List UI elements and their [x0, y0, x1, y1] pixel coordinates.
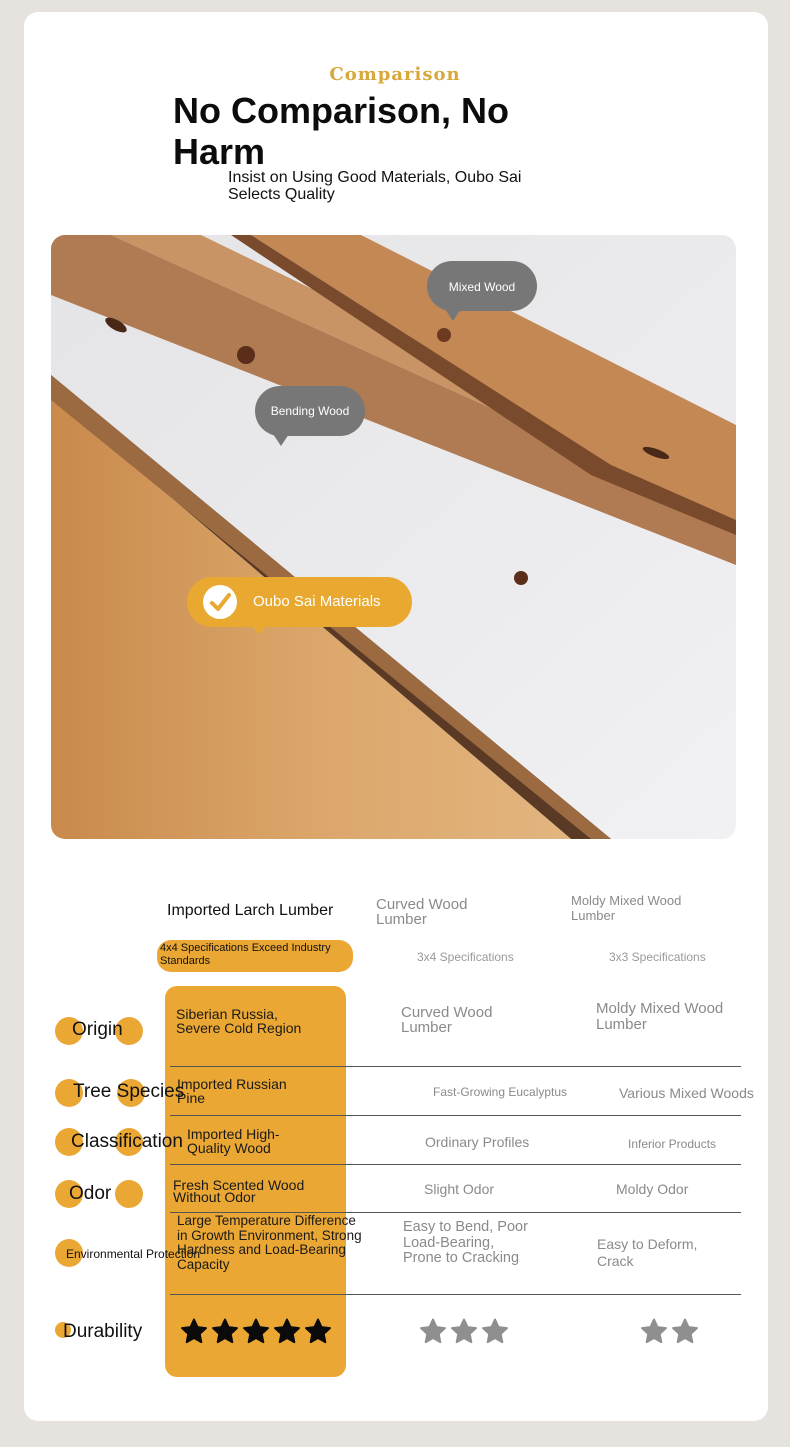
star-icon	[482, 1318, 508, 1344]
star-icon	[305, 1318, 331, 1344]
row-label-durability: Durability	[63, 1321, 143, 1342]
row-label-environmental-protection: Environmental Protection	[66, 1247, 201, 1261]
checkmark-icon	[203, 585, 237, 619]
row-divider	[170, 1066, 741, 1067]
column-header-curved: Curved Wood Lumber	[376, 896, 468, 928]
bubble-tail	[273, 434, 289, 446]
origin-larch: Siberian Russia, Severe Cold Region	[176, 1006, 302, 1036]
odor-larch: Fresh Scented Wood Without Odor	[173, 1177, 305, 1205]
star-icon	[212, 1318, 238, 1344]
mixed-wood-label: Mixed Wood	[448, 280, 516, 294]
column-header-moldy: Moldy Mixed Wood Lumber	[571, 893, 682, 923]
star-icon	[274, 1318, 300, 1344]
section-eyebrow: Comparison	[329, 64, 461, 85]
origin-curved: Curved Wood Lumber	[401, 1004, 493, 1036]
odor-curved: Slight Odor	[424, 1181, 495, 1197]
environment-larch: Large Temperature Difference in Growth Environment, Strong Hardness and Load-Bearing Capacity	[177, 1213, 362, 1272]
column-header-larch: Imported Larch Lumber	[167, 902, 334, 919]
species-larch: Imported Russian Pine	[177, 1076, 287, 1106]
badge-label: Oubo Sai Materials	[253, 593, 381, 610]
badge-tail	[252, 625, 266, 635]
row-label-tree-species: Tree Species	[73, 1081, 185, 1102]
environment-moldy: Easy to Deform, Crack	[597, 1236, 698, 1269]
wood-planks-image	[51, 235, 736, 839]
classification-larch: Imported High-Quality Wood	[187, 1126, 280, 1156]
origin-moldy: Moldy Mixed Wood Lumber	[596, 1000, 724, 1033]
odor-dot	[115, 1180, 143, 1208]
species-moldy: Various Mixed Woods	[619, 1085, 754, 1101]
row-label-classification: Classification	[71, 1131, 183, 1152]
classification-moldy: Inferior Products	[628, 1137, 717, 1151]
page-subtitle: Insist on Using Good Materials, Oubo Sai Selects Quality	[228, 169, 522, 203]
spec-badge-larch	[157, 940, 353, 972]
wood-comparison-photo	[51, 235, 736, 839]
row-divider	[170, 1164, 741, 1165]
species-curved: Fast-Growing Eucalyptus	[433, 1085, 568, 1099]
spec-curved: 3x4 Specifications	[417, 950, 514, 964]
spec-larch: 4x4 Specifications Exceed Industry Standards	[160, 942, 331, 967]
mixed-wood-bubble	[427, 261, 537, 311]
star-icon	[451, 1318, 477, 1344]
spec-moldy: 3x3 Specifications	[609, 950, 706, 964]
classification-curved: Ordinary Profiles	[425, 1134, 530, 1150]
environment-curved: Easy to Bend, Poor Load-Bearing, Prone to Cracking	[403, 1219, 528, 1266]
star-icon	[641, 1318, 667, 1344]
bubble-tail	[445, 309, 461, 321]
star-icon	[420, 1318, 446, 1344]
row-label-origin: Origin	[72, 1019, 123, 1040]
page-title: No Comparison, No Harm	[173, 90, 510, 172]
row-label-odor: Odor	[69, 1183, 112, 1204]
oubo-sai-materials-badge	[187, 577, 412, 627]
odor-moldy: Moldy Odor	[616, 1181, 689, 1197]
bending-wood-bubble	[255, 386, 365, 436]
star-icon	[243, 1318, 269, 1344]
star-icon	[672, 1318, 698, 1344]
star-icon	[181, 1318, 207, 1344]
row-divider	[170, 1294, 741, 1295]
bending-wood-label: Bending Wood	[270, 404, 350, 418]
row-divider	[170, 1115, 741, 1116]
